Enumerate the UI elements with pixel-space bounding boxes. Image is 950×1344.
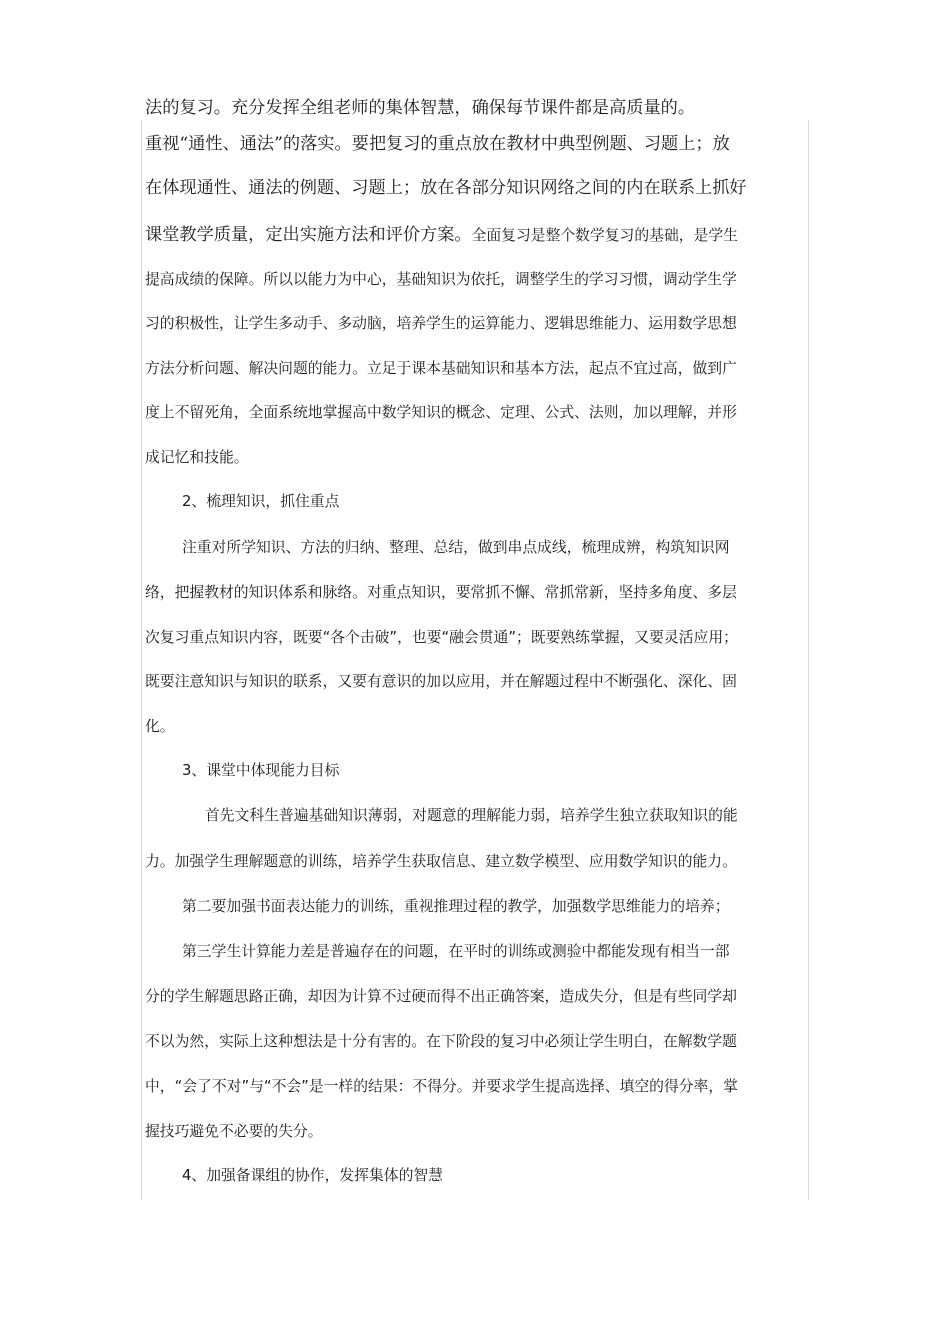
paragraph-line-22: 握技巧避免不必要的失分。 bbox=[145, 1123, 323, 1140]
paragraph-line-6: 习的积极性，让学生多动手、多动脑，培养学生的运算能力、逻辑思维能力、运用数学思想 bbox=[145, 315, 737, 332]
paragraph-line-17: 第二要加强书面表达能力的训练，重视推理过程的教学，加强数学思维能力的培养； bbox=[182, 898, 730, 915]
paragraph-line-7: 方法分析问题、解决问题的能力。立足于课本基础知识和基本方法，起点不宜过高，做到广 bbox=[145, 360, 737, 377]
paragraph-line-3: 在体现通性、通法的例题、习题上；放在各部分知识网络之间的内在联系上抓好 bbox=[145, 178, 747, 198]
paragraph-line-12: 次复习重点知识内容，既要“各个击破”，也要“融会贯通”；既要熟练掌握，又要灵活应用； bbox=[145, 629, 738, 646]
paragraph-line-14: 化。 bbox=[145, 718, 175, 735]
section-heading-2: 2、梳理知识，抓住重点 bbox=[182, 493, 340, 510]
paragraph-line-5: 提高成绩的保障。所以以能力为中心，基础知识为依托，调整学生的学习习惯，调动学生学 bbox=[145, 271, 737, 288]
paragraph-line-15: 首先文科生普遍基础知识薄弱，对题意的理解能力弱，培养学生独立获取知识的能 bbox=[205, 807, 738, 824]
paragraph-line-20: 不以为然，实际上这种想法是十分有害的。在下阶段的复习中必须让学生明白，在解数学题 bbox=[145, 1033, 737, 1050]
paragraph-line-18: 第三学生计算能力差是普遍存在的问题，在平时的训练或测验中都能发现有相当一部 bbox=[182, 943, 730, 960]
paragraph-line-11: 络，把握教材的知识体系和脉络。对重点知识，要常抓不懈、常抓常新，坚持多角度、多层 bbox=[145, 584, 737, 601]
paragraph-line-4-cont: 全面复习是整个数学复习的基础，是学生 bbox=[471, 227, 738, 244]
paragraph-line-4 bbox=[145, 225, 738, 246]
paragraph-line-19: 分的学生解题思路正确，却因为计算不过硬而得不出正确答案，造成失分，但是有些同学却 bbox=[145, 988, 737, 1005]
section-heading-3: 3、课堂中体现能力目标 bbox=[182, 762, 340, 779]
paragraph-line-9: 成记忆和技能。 bbox=[145, 449, 249, 466]
right-margin-line bbox=[808, 120, 809, 1200]
paragraph-line-10: 注重对所学知识、方法的归纳、整理、总结，做到串点成线，梳理成辨，构筑知识网 bbox=[182, 539, 730, 556]
paragraph-line-8: 度上不留死角，全面系统地掌握高中数学知识的概念、定理、公式、法则，加以理解，并形 bbox=[145, 404, 737, 421]
paragraph-line-16: 力。加强学生理解题意的训练，培养学生获取信息、建立数学模型、应用数学知识的能力。 bbox=[145, 853, 737, 870]
left-margin-line bbox=[141, 120, 142, 1200]
section-heading-4: 4、加强备课组的协作，发挥集体的智慧 bbox=[182, 1167, 443, 1184]
paragraph-line-21: 中，“会了不对”与“不会”是一样的结果：不得分。并要求学生提高选择、填空的得分率，掌 bbox=[145, 1078, 738, 1095]
paragraph-line-2: 重视“通性、通法”的落实。要把复习的重点放在教材中典型例题、习题上；放 bbox=[145, 134, 730, 154]
paragraph-line-13: 既要注意知识与知识的联系，又要有意识的加以应用，并在解题过程中不断强化、深化、固 bbox=[145, 673, 737, 690]
paragraph-line-4-main: 课堂教学质量，定出实施方法和评价方案。 bbox=[145, 225, 472, 245]
paragraph-line-1: 法的复习。充分发挥全组老师的集体智慧，确保每节课件都是高质量的。 bbox=[145, 98, 696, 118]
